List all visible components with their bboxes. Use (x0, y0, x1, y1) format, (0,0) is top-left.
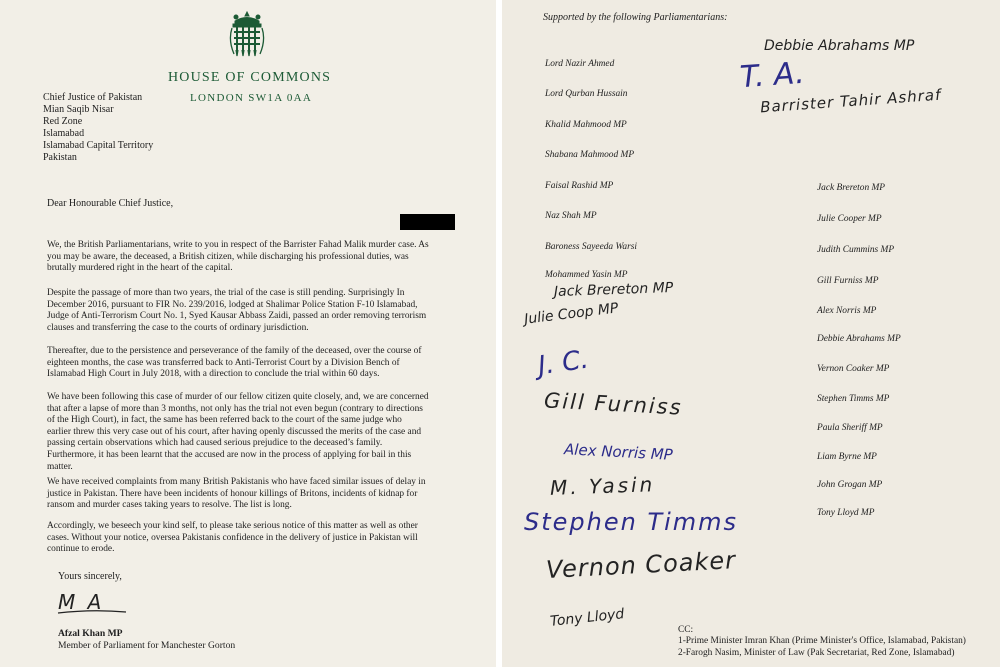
signature-yasin: M. Yasin (549, 472, 656, 500)
supporter-name: Vernon Coaker MP (817, 364, 890, 374)
supporter-name: Stephen Timms MP (817, 394, 890, 404)
letterhead-org: HOUSE OF COMMONS (168, 70, 332, 85)
signature-julie-cooper: Julie Coop MP (523, 300, 620, 328)
signature-stephen-timms: Stephen Timms (524, 508, 739, 536)
signature-jack-brereton: Jack Brereton MP (553, 279, 674, 301)
paragraph-2 (47, 288, 475, 334)
redaction-bar (400, 214, 455, 230)
sender-title: Member of Parliament for Manchester Gorton (58, 640, 236, 651)
paragraph-line: We have received complaints from many British Pakistanis who have faced similar issues of delay in (47, 477, 426, 487)
supporter-name: Baroness Sayeeda Warsi (545, 242, 638, 252)
paragraph-6 (47, 521, 475, 556)
supporter-name: Alex Norris MP (817, 306, 877, 316)
paragraph-1 (47, 240, 475, 275)
recipient-line: Islamabad (43, 128, 85, 139)
supporter-name: Mohammed Yasin MP (545, 270, 628, 280)
paragraph-line: continue to erode. (47, 544, 115, 555)
paragraph-line: Accordingly, we beseech your kind self, to please take serious notice of this matter as well as other (47, 521, 418, 531)
supporter-name: Khalid Mahmood MP (545, 120, 627, 130)
paragraph-line: clauses and transferring the case to the courts of ordinary jurisdiction. (47, 322, 309, 333)
supporter-name: Naz Shah MP (545, 211, 597, 221)
paragraph-4 (47, 392, 475, 473)
paragraph-line: earlier threw this very case out of his court, after having openly discussed the merits of the case and (47, 426, 422, 437)
closing: Yours sincerely, (58, 571, 122, 582)
paragraph-5 (47, 477, 475, 512)
paragraph-line: We, the British Parliamentarians, write to you in respect of the Barrister Fahad Malik murder case. As (47, 240, 429, 250)
paragraph-line: We have been following this case of murder of our fellow citizen quite closely, and, we are concerned (47, 392, 429, 402)
supporter-name: Paula Sheriff MP (817, 423, 883, 433)
signature-tony-lloyd: Tony Lloyd (549, 606, 626, 630)
recipient-line: Red Zone (43, 116, 83, 127)
signature-judith-cummins: J. C. (536, 344, 591, 382)
portcullis-icon (228, 10, 266, 62)
signature-gill-furniss: Gill Furniss (543, 388, 684, 420)
cc-label: CC: (678, 625, 694, 635)
supporter-name: Lord Qurban Hussain (545, 89, 628, 99)
signature-vernon-coaker: Vernon Coaker (545, 546, 737, 584)
paragraph-line: that after a lapse of more than 3 months, not only has the trial not even begun (contrary to directions (47, 403, 423, 414)
salutation: Dear Honourable Chief Justice, (47, 198, 174, 209)
recipient-line: Pakistan (43, 152, 77, 163)
supporter-name: Gill Furniss MP (817, 276, 879, 286)
supporter-name: Jack Brereton MP (817, 183, 886, 193)
recipient-line: Mian Saqib Nisar (43, 104, 114, 115)
supporters-page (502, 0, 1000, 667)
paragraph-line: Islamabad High Court in July 2018, with a direction to conclude the trial within 60 days. (47, 369, 380, 380)
signature-tahir-scribble: T. A. (738, 55, 806, 96)
paragraph-line: Thereafter, due to the persistence and perseverance of the family of the deceased, over the course of (47, 346, 422, 356)
paragraph-line: justice in Pakistan. There have been incidents of honour killings of Britons, incidents of kidnap for (47, 488, 418, 499)
paragraph-line: passing certain observations which had caused serious prejudice to the deceased’s family. (47, 438, 383, 449)
supporter-name: Julie Cooper MP (817, 214, 882, 224)
signature-alex-norris: Alex Norris MP (563, 440, 674, 464)
supporter-name: Debbie Abrahams MP (817, 334, 901, 344)
recipient-line: Chief Justice of Pakistan (43, 92, 143, 103)
sender-name: Afzal Khan MP (58, 628, 123, 639)
letter-page (0, 0, 496, 667)
letterhead-address: LONDON SW1A 0AA (190, 92, 313, 104)
signature-debbie-abrahams: Debbie Abrahams MP (764, 38, 915, 54)
paragraph-line: Judge of Anti-Terrorism Court No. 1, Syed Kausar Abbass Zaidi, passed an order removing terrorism (47, 311, 427, 322)
supporter-name: Shabana Mahmood MP (545, 150, 635, 160)
signature-tahir-ashraf: Barrister Tahir Ashraf (759, 85, 942, 117)
supporters-heading: Supported by the following Parliamentarians: (543, 12, 728, 23)
recipient-line: Islamabad Capital Territory (43, 140, 154, 151)
supporter-name: Lord Nazir Ahmed (545, 59, 615, 69)
paragraph-line: you may be aware, the deceased, a British citizen, while discharging his professional duties, was (47, 251, 409, 262)
paragraph-line: Furthermore, it has been learnt that the accused are now in the process of applying for bail in this (47, 449, 412, 460)
supporter-name: Liam Byrne MP (817, 452, 877, 462)
paragraph-line: of the High Court), in fact, the same has been referred back to the court of the same judge who (47, 415, 402, 426)
paragraph-line: brutally murdered right in the heart of the capital. (47, 263, 233, 274)
paragraph-line: matter. (47, 461, 73, 472)
sender-signature: M A (58, 590, 105, 614)
paragraph-line: December 2016, pursuant to FIR No. 239/2016, lodged at Shalimar Police Station F-10 Islamabad, (47, 299, 418, 310)
paragraph-line: ransom and murder cases taking years to resolve. The list is long. (47, 500, 292, 511)
supporter-name: Judith Cummins MP (817, 245, 895, 255)
paragraph-line: eighteen months, the case was transferred back to Anti-Terrorist Court by a Division Bench of (47, 357, 400, 368)
cc-item: 1-Prime Minister Imran Khan (Prime Minister's Office, Islamabad, Pakistan) (678, 636, 966, 646)
supporter-name: John Grogan MP (817, 480, 883, 490)
paragraph-line: cases. Without your notice, oversea Pakistanis confidence in the delivery of justice in Pakistan will (47, 532, 418, 543)
paragraph-line: Despite the passage of more than two years, the trial of the case is still pending. Surprisingly In (47, 288, 405, 298)
paragraph-3 (47, 346, 475, 381)
supporter-name: Faisal Rashid MP (545, 181, 614, 191)
cc-item: 2-Farogh Nasim, Minister of Law (Pak Secretariat, Red Zone, Islamabad) (678, 648, 955, 658)
signature-underline (56, 608, 128, 616)
supporter-name: Tony Lloyd MP (817, 508, 875, 518)
